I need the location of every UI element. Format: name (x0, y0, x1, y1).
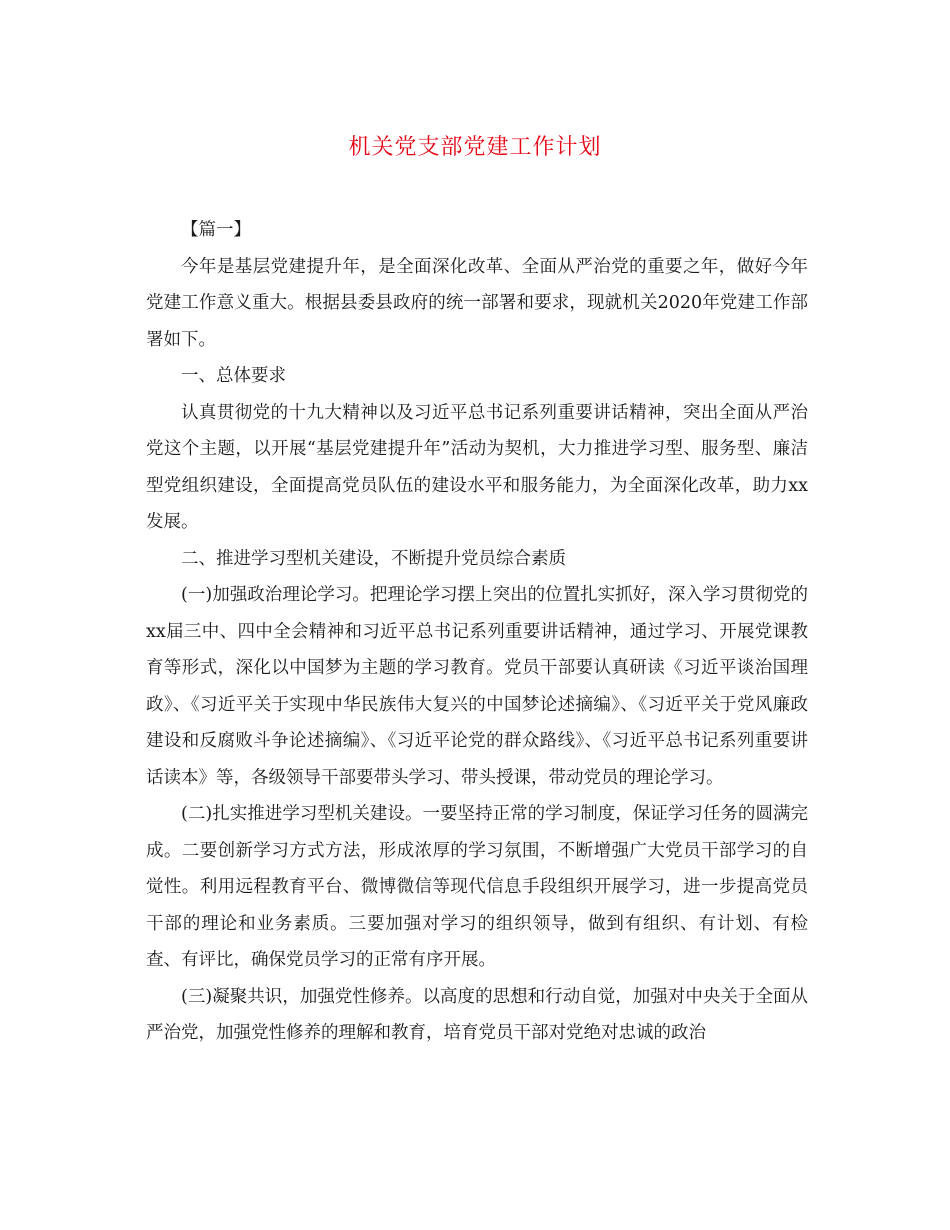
document-title: 机关党支部党建工作计划 (348, 135, 602, 160)
intro-paragraph: 今年是基层党建提升年，是全面深化改革、全面从严治党的重要之年，做好今年党建工作意义重大。根据县委县政府的统一部署和要求，现就机关2020年党建工作部署如下。 (146, 256, 808, 350)
heading-general-requirements: 一、总体要求 (181, 366, 286, 386)
requirements-paragraph: 认真贯彻党的十九大精神以及习近平总书记系列重要讲话精神，突出全面从严治党这个主题，以开展“基层党建提升年”活动为契机，大力推进学习型、服务型、廉洁型党组织建设，全面提高党员队伍的建设水平和服务能力，为全面深化改革，助力xx发展。 (146, 402, 808, 532)
item-1-paragraph: (一)加强政治理论学习。把理论学习摆上突出的位置扎实抓好，深入学习贯彻党的xx届三中、四中全会精神和习近平总书记系列重要讲话精神，通过学习、开展党课教育等形式，深化以中国梦为主题的学习教育。党员干部要认真研读《习近平谈治国理政》、《习近平关于实现中华民族伟大复兴的中国梦论述摘编》、《习近平关于党风廉政建设和反腐败斗争论述摘编》、《习近平论党的群众路线》、《习近平总书记系列重要讲话读本》等，各级领导干部要带头学习、带头授课，带动党员的理论学习。 (146, 585, 808, 788)
item-2-paragraph: (二)扎实推进学习型机关建设。一要坚持正常的学习制度，保证学习任务的圆满完成。二要创新学习方式方法，形成浓厚的学习氛围，不断增强广大党员干部学习的自觉性。利用远程教育平台、微博微信等现代信息手段组织开展学习，进一步提高党员干部的理论和业务素质。三要加强对学习的组织领导，做到有组织、有计划、有检查、有评比，确保党员学习的正常有序开展。 (146, 804, 808, 970)
heading-learning-organization: 二、推进学习型机关建设，不断提升党员综合素质 (181, 548, 566, 569)
document-body (146, 212, 808, 1052)
section-label: 【篇一】 (181, 220, 251, 240)
item-3-paragraph: (三)凝聚共识，加强党性修养。以高度的思想和行动自觉，加强对中央关于全面从严治党，加强党性修养的理解和教育，培育党员干部对党绝对忠诚的政治 (146, 986, 808, 1043)
